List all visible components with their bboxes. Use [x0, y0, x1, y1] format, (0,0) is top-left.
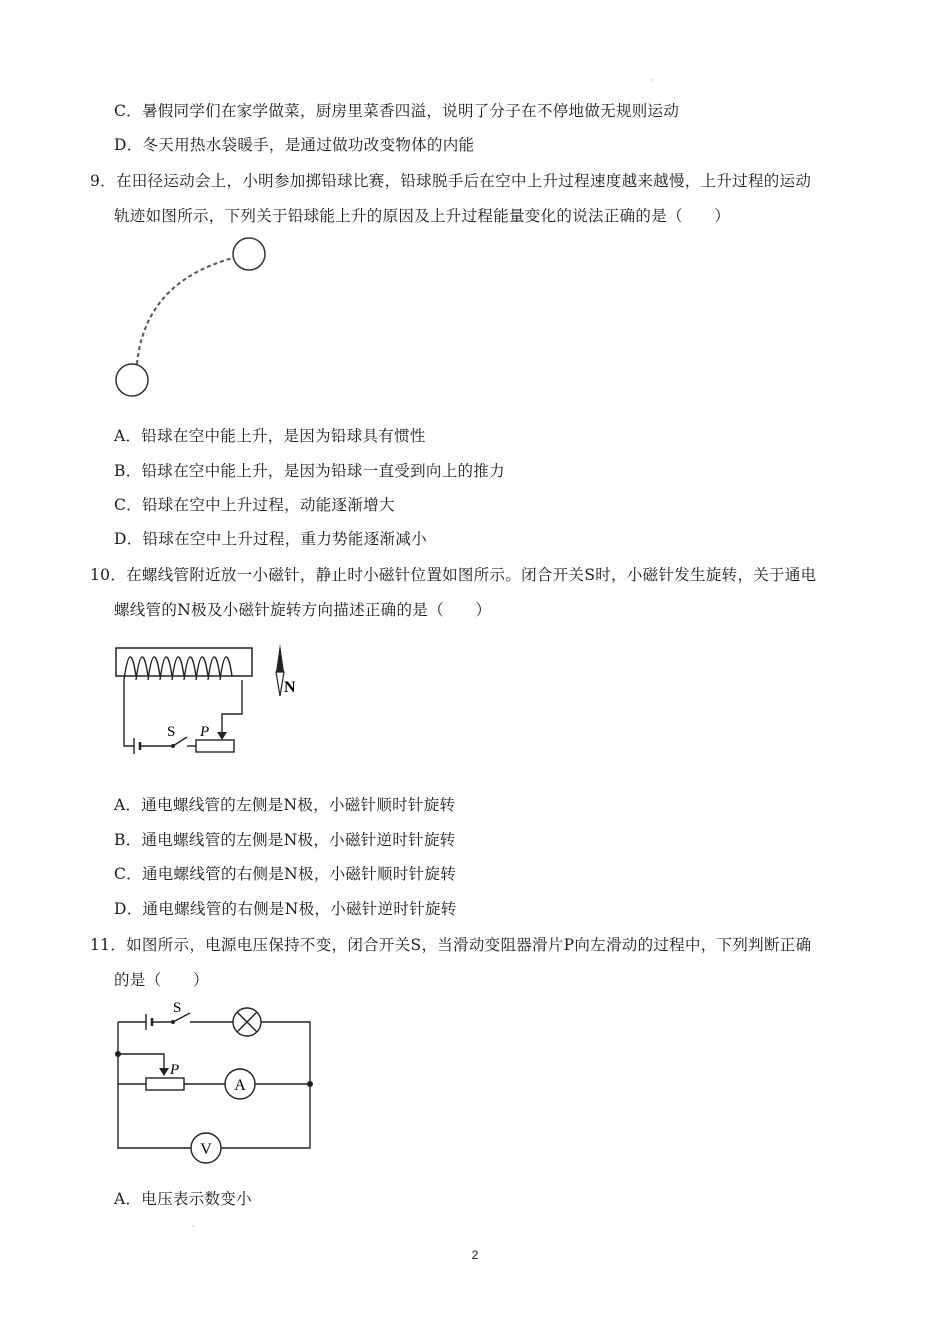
q10-stem-line1: 10．在螺线管附近放一小磁针，静止时小磁针位置如图所示。闭合开关S时，小磁针发生旋转，关于通电 — [90, 566, 817, 584]
label-v: V — [200, 1141, 212, 1158]
q9-option-d: D．铅球在空中上升过程，重力势能逐渐减小 — [114, 530, 427, 548]
wire-left-loop — [118, 1022, 191, 1148]
q11-stem-line2: 的是（ ） — [114, 971, 209, 989]
label-s: S — [173, 1000, 182, 1016]
q10-option-d: D．通电螺线管的右侧是N极，小磁针逆时针旋转 — [114, 900, 457, 918]
q8-option-c: C．暑假同学们在家学做菜，厨房里菜香四溢，说明了分子在不停地做无规则运动 — [114, 102, 680, 120]
label-p: P — [200, 724, 210, 740]
shot-ball-top — [233, 238, 265, 270]
q11-stem-line1: 11．如图所示，电源电压保持不变，闭合开关S，当滑动变阻器滑片P向左滑动的过程中，下列判断正确 — [90, 936, 812, 954]
slider-arrow — [159, 1068, 169, 1076]
q9-stem-line1: 9．在田径运动会上，小明参加掷铅球比赛，铅球脱手后在空中上升过程速度越来越慢，上升过程的运动 — [90, 172, 812, 190]
q10-option-a: A．通电螺线管的左侧是N极，小磁针顺时针旋转 — [114, 796, 456, 814]
q10-option-c: C．通电螺线管的右侧是N极，小磁针顺时针旋转 — [114, 865, 457, 883]
speck-dot: · — [650, 76, 653, 85]
wire-right-slider — [222, 680, 242, 734]
wire-left — [124, 680, 134, 746]
trajectory-dashed-path — [137, 258, 233, 364]
q10-solenoid-circuit-figure — [110, 636, 310, 758]
q10-stem-line2: 螺线管的N极及小磁针旋转方向描述正确的是（ ） — [114, 601, 492, 619]
q9-option-a: A．铅球在空中能上升，是因为铅球具有惯性 — [114, 427, 426, 445]
q9-option-c: C．铅球在空中上升过程，动能逐渐增大 — [114, 496, 395, 514]
q9-trajectory-figure — [110, 232, 270, 402]
junction-right — [307, 1081, 313, 1087]
q8-option-d: D．冬天用热水袋暖手，是通过做功改变物体的内能 — [114, 136, 475, 154]
q9-stem-line2: 轨迹如图所示，下列关于铅球能上升的原因及上升过程能量变化的说法正确的是（ ） — [114, 207, 731, 225]
label-p: P — [170, 1062, 180, 1078]
label-n: N — [284, 679, 296, 696]
label-s: S — [167, 724, 176, 740]
rheostat — [196, 740, 234, 752]
compass-needle-s — [276, 672, 284, 696]
compass-needle-n — [276, 644, 284, 672]
q10-option-b: B．通电螺线管的左侧是N极，小磁针逆时针旋转 — [114, 831, 456, 849]
speck-dot: · — [192, 1222, 195, 1231]
slider-arrow — [217, 732, 227, 740]
wire-slider — [118, 1054, 164, 1070]
page-number: 2 — [471, 1248, 479, 1262]
q9-option-b: B．铅球在空中能上升，是因为铅球一直受到向上的推力 — [114, 462, 505, 480]
q11-option-a: A．电压表示数变小 — [114, 1190, 252, 1208]
q11-circuit-figure — [110, 998, 320, 1170]
rheostat — [146, 1078, 184, 1090]
shot-ball-bottom — [116, 364, 148, 396]
label-a: A — [234, 1077, 246, 1094]
